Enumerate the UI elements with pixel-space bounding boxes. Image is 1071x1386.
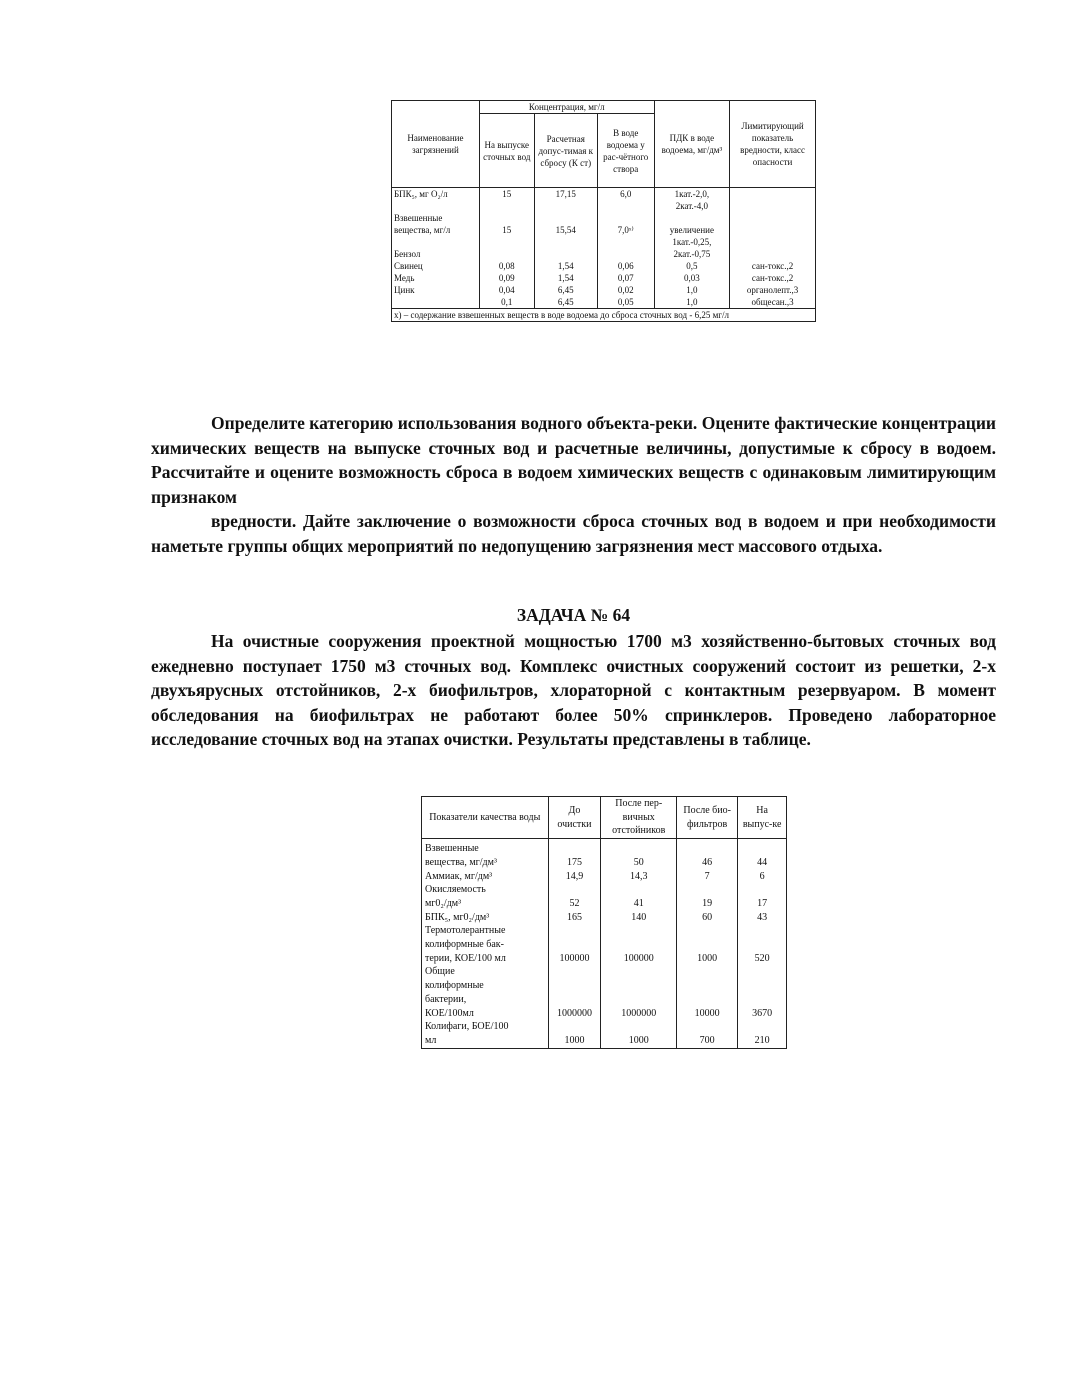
row-label: БПК₅, мг0₂/дм³ (422, 911, 549, 925)
cell-value: 41 (601, 883, 677, 910)
cell-value: 3670 (738, 965, 787, 1020)
column-limiting-values: сан-токс.,2 сан-токс.,2 органолепт.,3 общесан.,3 (730, 188, 816, 309)
cell-value: 210 (738, 1020, 787, 1048)
cell-value: 17 (738, 883, 787, 910)
cell-value: 1000 (677, 924, 738, 965)
header-indicator: Показатели качества воды (422, 797, 549, 839)
cell-value: 60 (677, 911, 738, 925)
cell-value: 7 (677, 870, 738, 884)
table-footnote: х) – содержание взвешенных веществ в воде водоема до сброса сточных вод - 6,25 мг/л (392, 309, 816, 322)
cell-value: 1000 (601, 1020, 677, 1048)
table-row (422, 924, 787, 965)
cell-value: 1000000 (548, 965, 601, 1020)
cell-value: 100000 (601, 924, 677, 965)
cell-value: 14,9 (548, 870, 601, 884)
cell-value: 52 (548, 883, 601, 910)
task-description (151, 629, 996, 752)
column-outlet-values: 15 15 0,08 0,09 0,04 0,1 (479, 188, 534, 309)
header-pdk: ПДК в воде водоема, мг/дм³ (654, 101, 729, 188)
header-before: До очистки (548, 797, 601, 839)
row-label: Аммиак, мг/дм³ (422, 870, 549, 884)
cell-value: 100000 (548, 924, 601, 965)
header-after-biofilter: После био-фильтров (677, 797, 738, 839)
cell-value: 520 (738, 924, 787, 965)
assignment-paragraph-continued (151, 509, 996, 558)
cell-value: 140 (601, 911, 677, 925)
header-pollutant-name: Наименование загрязнений (392, 101, 480, 188)
row-label: Термотолерантные колиформные бак- терии, КОЕ/100 мл (422, 924, 549, 965)
table-row (422, 965, 787, 1020)
cell-value: 19 (677, 883, 738, 910)
task-description-text: На очистные сооружения проектной мощностью 1700 м3 хозяйственно-бытовых сточных вод ежедневно поступает 1750 м3 сточных вод. Комплекс очистных сооружений состоит из решетки, 2-х двухъярусных отстойников, 2-х биофильтров, хлораторной с контактным резервуаром. В момент обследования на биофильтрах не работают более 50% спринклеров. Проведено лабораторное исследование сточных вод на этапах очистки. Результаты представлены в таблице. (151, 631, 996, 749)
assignment-text-part1: Определите категорию использования водного объекта-реки. Оцените фактические концентрации химических веществ на выпуске сточных вод и расчетные величины, допустимые к сбросу в водоем. Рассчитайте и оцените возможность сброса в водоем химических веществ с одинаковым лимитирующим признаком (151, 413, 996, 507)
header-outlet: На выпуске сточных вод (479, 114, 534, 188)
assignment-paragraph (151, 411, 996, 509)
water-quality-table (421, 796, 787, 1049)
row-label: Колифаги, БОЕ/100 мл (422, 1020, 549, 1048)
table-row (422, 839, 787, 870)
cell-value: 6 (738, 870, 787, 884)
cell-value: 44 (738, 839, 787, 870)
header-concentration: Концентрация, мг/л (479, 101, 654, 114)
cell-value: 50 (601, 839, 677, 870)
header-allowed: Расчетная допус-тимая к сбросу (К ст) (534, 114, 597, 188)
cell-value: 46 (677, 839, 738, 870)
header-in-water: В воде водоема у рас-чётного створа (597, 114, 654, 188)
header-limiting: Лимитирующий показатель вредности, класс опасности (730, 101, 816, 188)
cell-value: 43 (738, 911, 787, 925)
cell-value: 10000 (677, 965, 738, 1020)
column-pollutant-names: БПК₅, мг О₂/л Взвешенные вещества, мг/л Бензол Свинец Медь Цинк (392, 188, 480, 309)
row-label: Взвешенные вещества, мг/дм³ (422, 839, 549, 870)
table-row (422, 870, 787, 884)
column-allowed-values: 17,15 15,54 1,54 1,54 6,45 6,45 (534, 188, 597, 309)
cell-value: 700 (677, 1020, 738, 1048)
table-row (422, 883, 787, 910)
task-title: ЗАДАЧА № 64 (516, 605, 631, 625)
column-pdk-values: 1кат.-2,0, 2кат.-4,0 увеличение 1кат.-0,25, 2кат.-0,75 0,5 0,03 1,0 1,0 (654, 188, 729, 309)
table-row (422, 1020, 787, 1048)
row-label: Общие колиформные бактерии, КОЕ/100мл (422, 965, 549, 1020)
cell-value: 1000 (548, 1020, 601, 1048)
cell-value: 175 (548, 839, 601, 870)
cell-value: 14,3 (601, 870, 677, 884)
header-after-primary: После пер-вичных отстойников (601, 797, 677, 839)
assignment-text-part2: вредности. Дайте заключение о возможности сброса сточных вод в водоем и при необходимости наметьте группы общих мероприятий по недопущению загрязнения мест массового отдыха. (151, 511, 996, 556)
table-row (422, 911, 787, 925)
header-outlet: На выпус-ке (738, 797, 787, 839)
row-label: Окисляемость мг0₂/дм³ (422, 883, 549, 910)
pollutants-table (391, 100, 816, 322)
cell-value: 1000000 (601, 965, 677, 1020)
cell-value: 165 (548, 911, 601, 925)
column-in-water-values: 6,0 7,0ˣ⁾ 0,06 0,07 0,02 0,05 (597, 188, 654, 309)
